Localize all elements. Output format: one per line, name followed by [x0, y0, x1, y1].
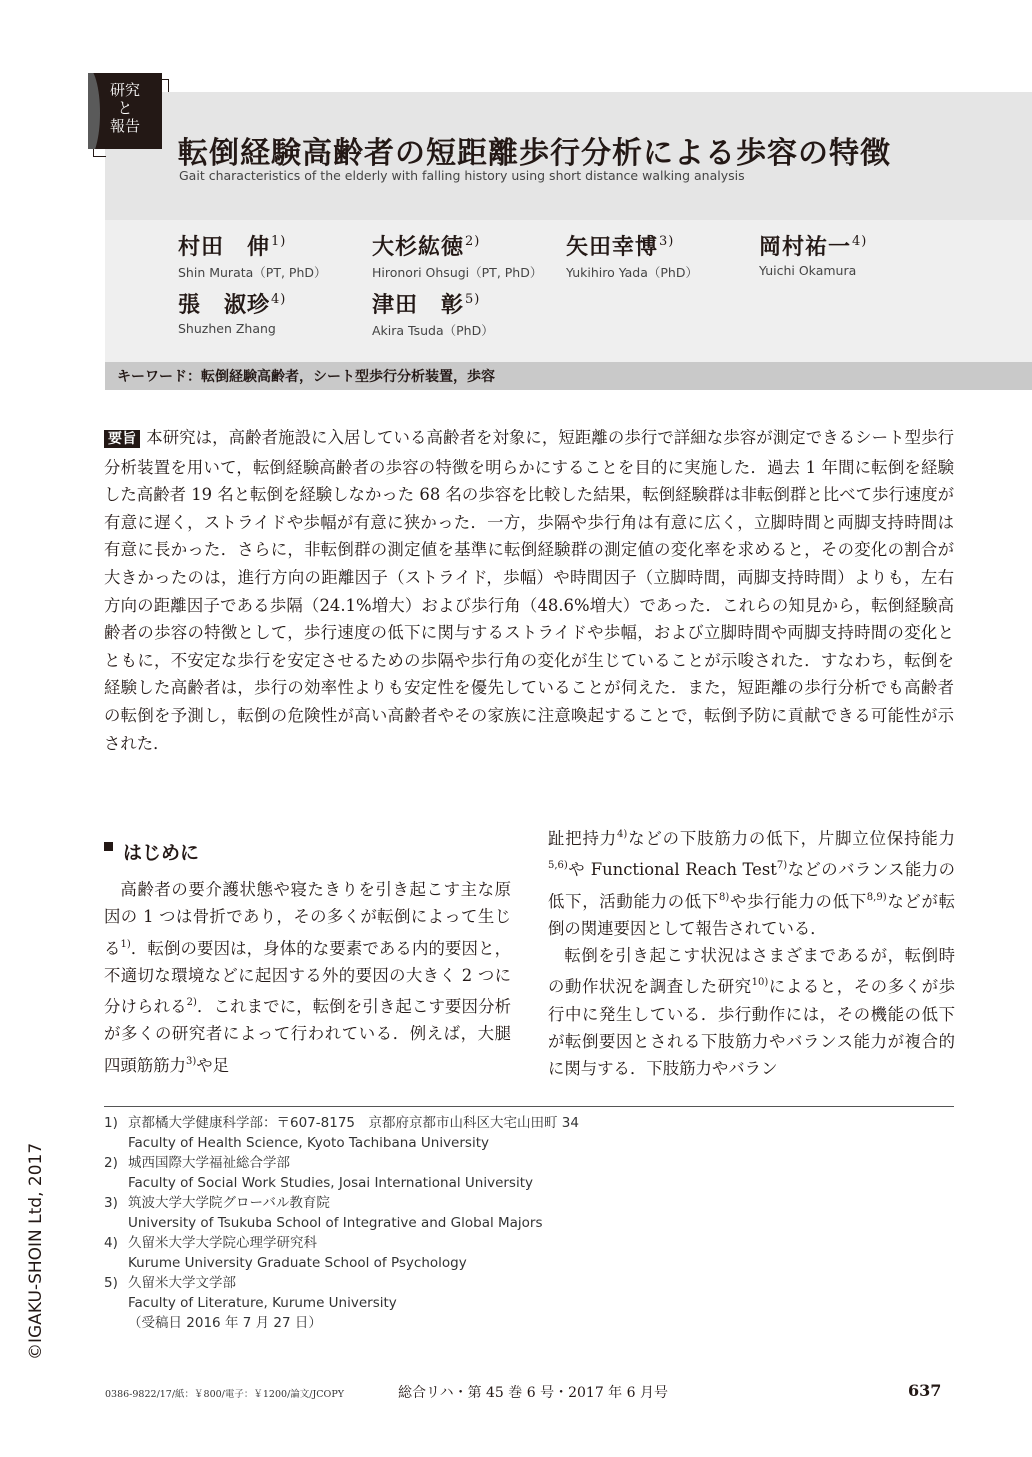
author-name-en: Akira Tsuda（PhD）: [372, 323, 494, 338]
section-heading: はじめに: [104, 838, 199, 865]
citation[interactable]: 4): [617, 829, 628, 840]
footer-issn-code: 0386-9822/17/紙：￥800/電子：￥1200/論文/JCOPY: [105, 1389, 344, 1400]
author-name-en: Yuichi Okamura: [759, 263, 857, 278]
author-name-en: Hironori Ohsugi（PT, PhD）: [372, 265, 543, 280]
author: [566, 230, 698, 281]
citation[interactable]: 10): [751, 977, 769, 989]
corner-bracket-top: [162, 79, 169, 92]
category-badge: [88, 73, 162, 149]
affiliation-item-en: Faculty of Health Science, Kyoto Tachibana University: [128, 1135, 489, 1151]
author-name-ja: 村田 伸$^{1)}$: [178, 234, 287, 260]
author: [759, 230, 867, 278]
affiliation-item-en: Faculty of Literature, Kurume University: [128, 1295, 397, 1311]
affiliation-item: 5) 久留米大学文学部: [104, 1275, 236, 1291]
citation[interactable]: 5,6): [548, 860, 568, 872]
author-name-ja: 津田 彰$^{5)}$: [372, 292, 481, 318]
author: [178, 288, 286, 336]
badge-line: 報告: [109, 117, 140, 135]
body-column-right: [548, 821, 955, 1083]
footnote-divider: [104, 1106, 954, 1107]
abstract-label: 要旨: [104, 430, 140, 448]
citation[interactable]: 8,9): [866, 891, 887, 903]
page-number: 637: [908, 1381, 942, 1400]
received-date: （受稿日 2016 年 7 月 27 日）: [128, 1315, 322, 1331]
citation[interactable]: 7): [776, 860, 788, 872]
citation[interactable]: 1): [120, 938, 131, 950]
square-bullet-icon: [104, 842, 113, 851]
affiliation-item-en: University of Tsukuba School of Integrative and Global Majors: [128, 1215, 543, 1231]
paragraph: 趾把持力$^{4)}$などの下肢筋力の低下，片脚立位保持能力$^{5,6)}$や Functional Reach Test$^{7)}$などのバランス能力の低下，活動能力の低下$^{8)}$や歩行能力の低下$^{8,9)}$などが転倒の関連要因として報告されている．: [548, 829, 956, 938]
citation[interactable]: 2): [186, 997, 197, 1009]
author-name-ja: 張 淑珍$^{4)}$: [178, 292, 287, 318]
footer-journal: 総合リハ・第 45 巻 6 号・2017 年 6 月号: [398, 1385, 668, 1401]
author: [178, 230, 327, 281]
badge-line: と: [117, 99, 133, 117]
author-name-en: Shin Murata（PT, PhD）: [178, 265, 327, 280]
abstract-text: 本研究は，高齢者施設に入居している高齢者を対象に，短距離の歩行で詳細な歩容が測定できるシート型歩行分析装置を用いて，転倒経験高齢者の歩容の特徴を明らかにすることを目的に実施した．過去 1 年間に転倒を経験した高齢者 19 名と転倒を経験しなかった 68 名の歩容を比較した結果，転倒経験群は非転倒群と比べて歩行速度が有意に遅く，ストライドや歩幅が有意に狭かった．一方，歩隔や歩行角は有意に広く，立脚時間と両脚支持時間は有意に長かった．さらに，非転倒群の測定値を基準に転倒経験群の測定値の変化率を求めると，その変化の割合が大きかったのは，進行方向の距離因子（ストライド，歩幅）や時間因子（立脚時間，両脚支持時間）よりも，左右方向の距離因子である歩隔（24.1%増大）および歩行角（48.6%増大）であった．これらの知見から，転倒経験高齢者の歩容の特徴として，歩行速度の低下に関与するストライドや歩幅，および立脚時間や両脚支持時間の変化とともに，不安定な歩行を安定させるための歩隔や歩行角の変化が生じていることが示唆された．すなわち，転倒を経験した高齢者は，歩行の効率性よりも安定性を優先していることが伺えた．また，短距離の歩行分析でも高齢者の転倒を予測し，転倒の危険性が高い高齢者やその家族に注意喚起することで，転倒予防に貢献できる可能性が示された．: [104, 428, 955, 753]
author-name-ja: 矢田幸博$^{3)}$: [566, 234, 675, 260]
citation[interactable]: 3): [185, 1055, 197, 1067]
badge-line: 研究: [109, 81, 140, 99]
author: [372, 288, 494, 339]
copyright-notice: ©IGAKU-SHOIN Ltd, 2017: [26, 1142, 46, 1360]
article-title-english: Gait characteristics of the elderly with falling history using short distance walking analysis: [179, 168, 745, 183]
affiliation-item: 2) 城西国際大学福祉総合学部: [104, 1155, 290, 1171]
author-name-en: Yukihiro Yada（PhD）: [566, 265, 698, 280]
author-name-ja: 岡村祐一$^{4)}$: [759, 234, 868, 260]
article-title: 転倒経験高齢者の短距離歩行分析による歩容の特徴: [178, 136, 891, 171]
citation[interactable]: 8): [719, 891, 730, 903]
paragraph: 転倒を引き起こす状況はさまざまであるが，転倒時の動作状況を調査した研究$^{10)}$によると，その多くが歩行中に発生している．歩行動作には，その機能の低下が転倒要因とされる下肢筋力やバランス能力が複合的に関与する．下肢筋力やバラン: [548, 946, 956, 1079]
abstract: [104, 424, 954, 757]
body-column-left: [104, 876, 511, 1079]
corner-bracket-bottom: [93, 148, 106, 157]
affiliations: [104, 1113, 724, 1333]
affiliation-item: 3) 筑波大学大学院グローバル教育院: [104, 1195, 330, 1211]
affiliation-item: 1) 京都橘大学健康科学部：〒607-8175 京都府京都市山科区大宅山田町 34: [104, 1115, 579, 1131]
author-name-en: Shuzhen Zhang: [178, 321, 276, 336]
author-name-ja: 大杉紘徳$^{2)}$: [372, 234, 481, 260]
paragraph: 高齢者の要介護状態や寝たきりを引き起こす主な原因の 1 つは骨折であり，その多くが転倒によって生じる$^{1)}$．転倒の要因は，身体的な要素である内的要因と，不適切な環境などに起因する外的要因の大きく 2 つに分けられる$^{2)}$．これまでに，転倒を引き起こす要因分析が多くの研究者によって行われている．例えば，大腿四頭筋筋力$^{3)}$や足: [104, 880, 512, 1075]
affiliation-item-en: Kurume University Graduate School of Psychology: [128, 1255, 467, 1271]
affiliation-item-en: Faculty of Social Work Studies, Josai International University: [128, 1175, 533, 1191]
affiliation-item: 4) 久留米大学大学院心理学研究科: [104, 1235, 317, 1251]
author: [372, 230, 542, 281]
keywords: キーワード：転倒経験高齢者，シート型歩行分析装置，歩容: [117, 369, 495, 385]
